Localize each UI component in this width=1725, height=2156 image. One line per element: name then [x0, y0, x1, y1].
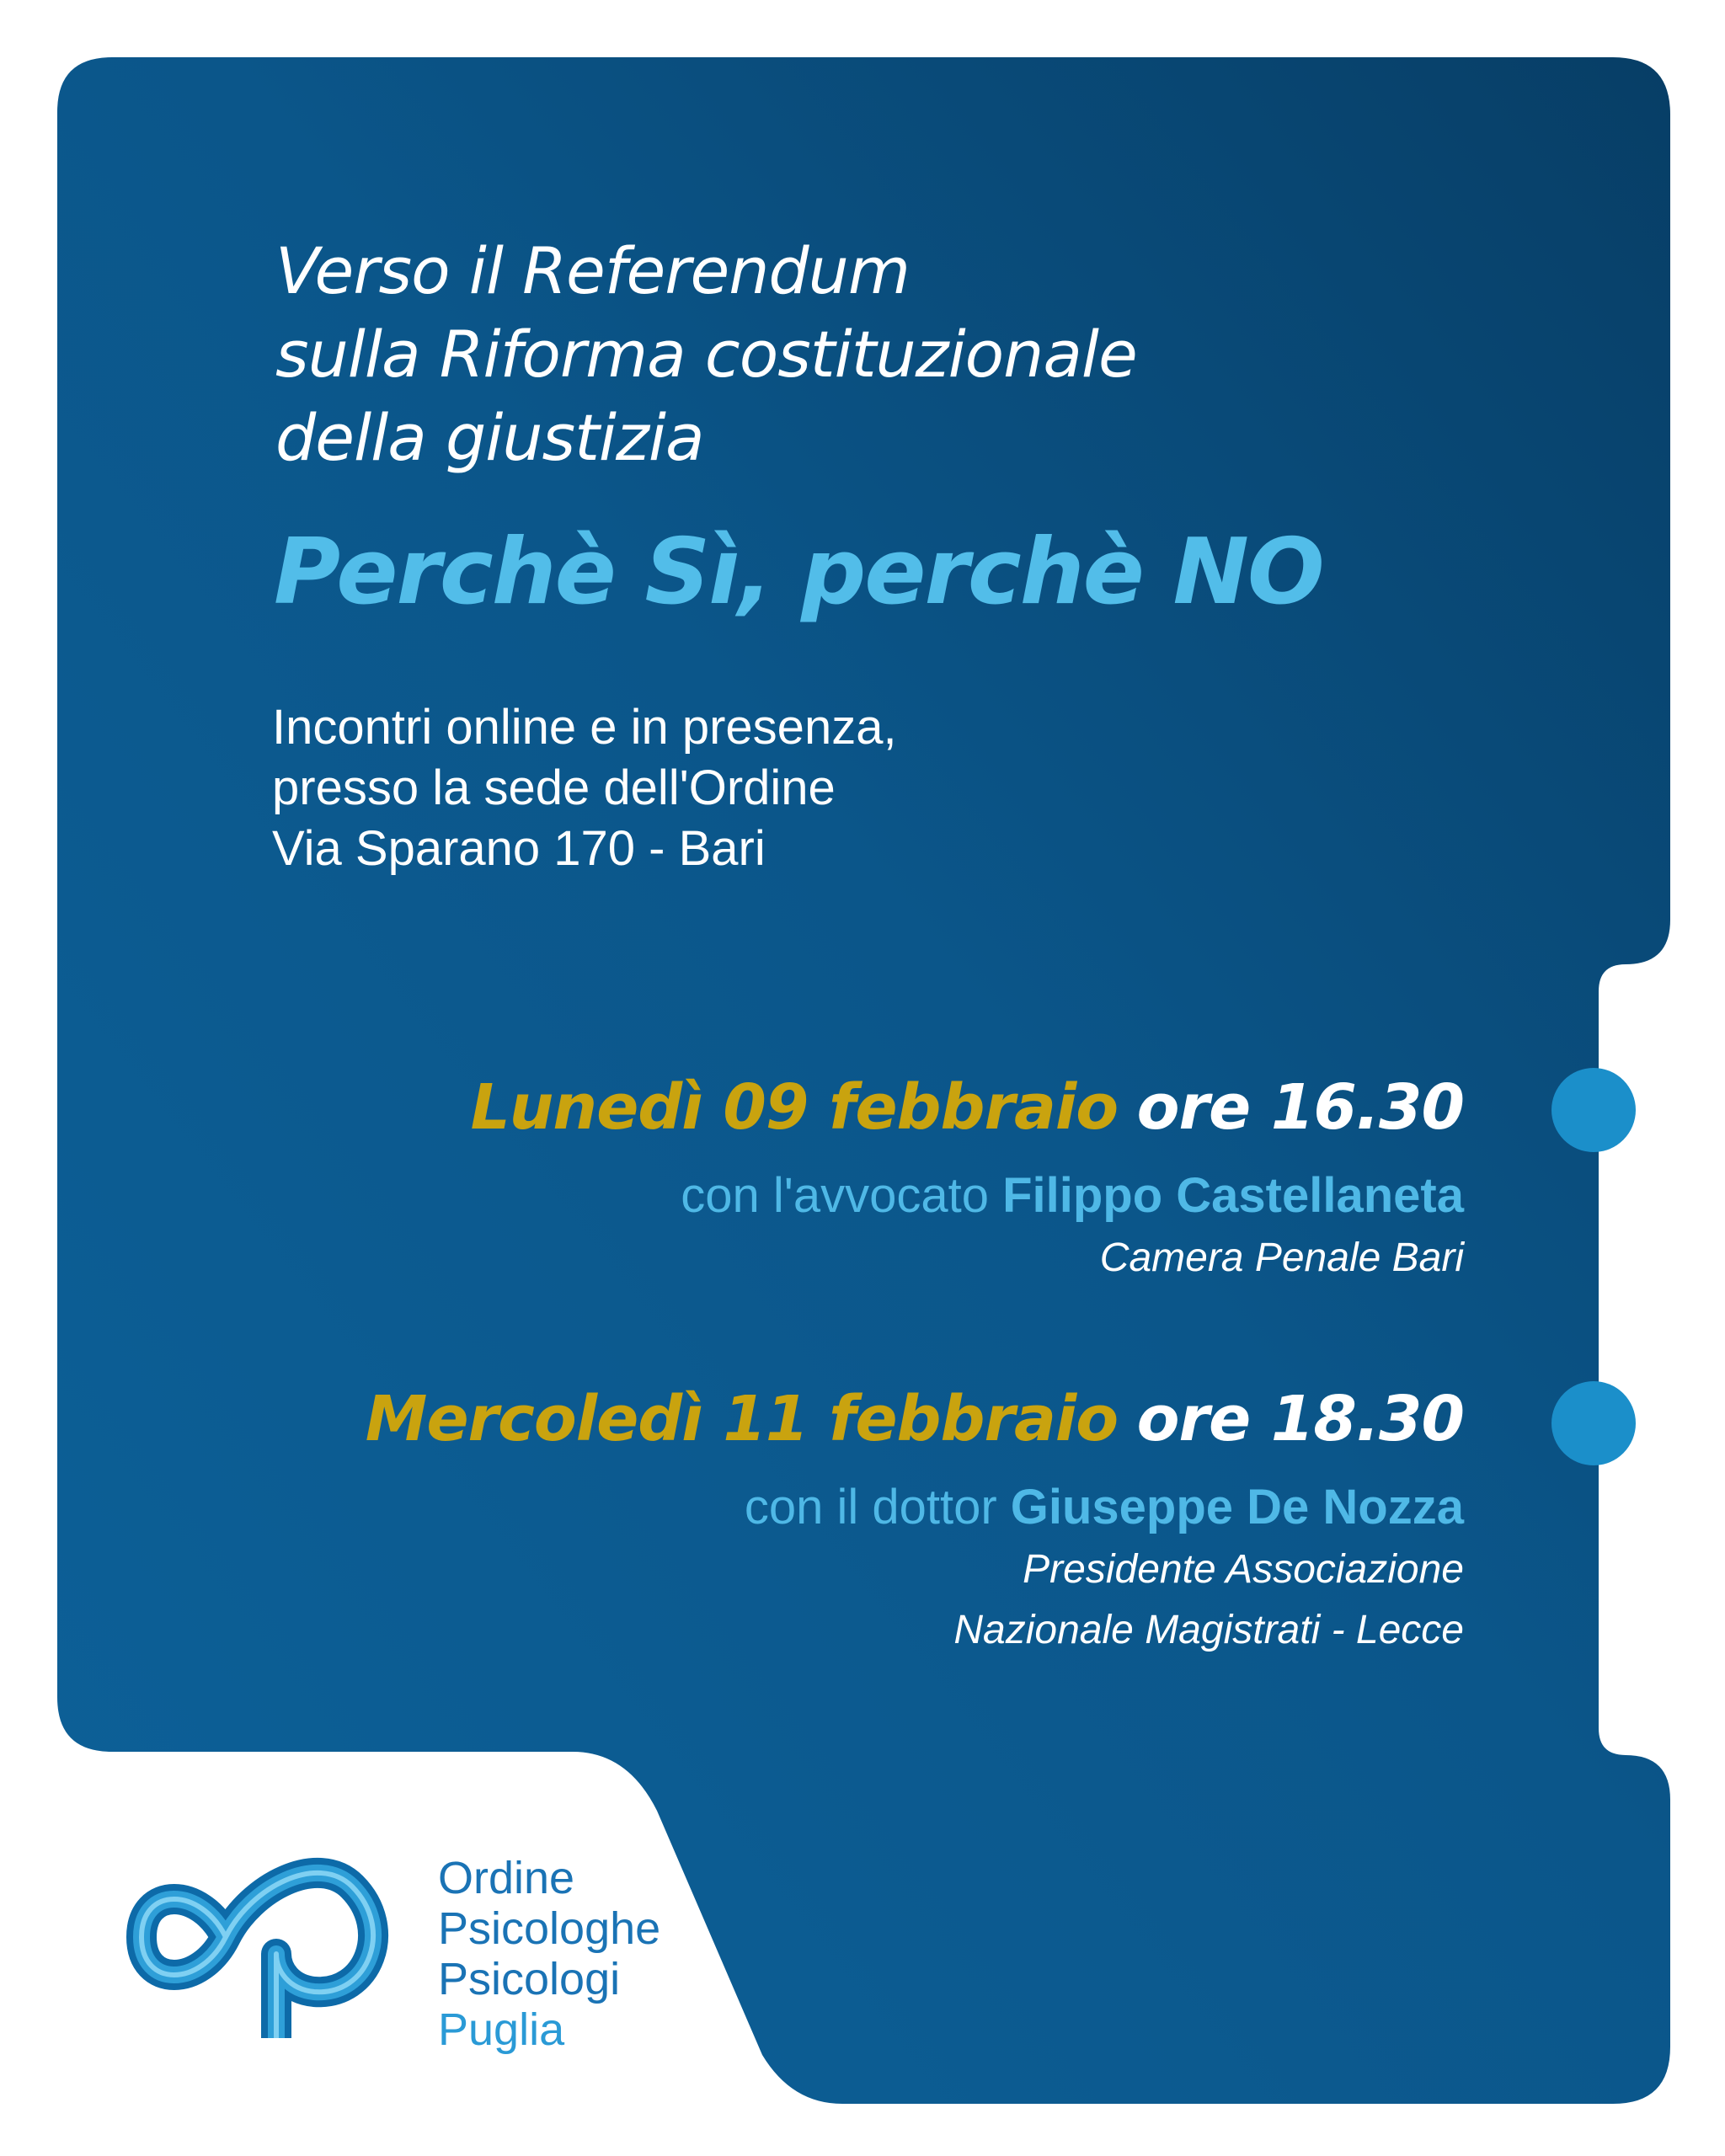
- event-2-speaker-name: Giuseppe De Nozza: [1010, 1480, 1464, 1534]
- event-2-speaker: [366, 1476, 1464, 1540]
- logo-line-2: Psicologhe: [438, 1903, 661, 1954]
- event-1-day: Lunedì 09 febbraio: [470, 1071, 1119, 1144]
- event-1-time: ore 16.30: [1136, 1071, 1464, 1144]
- event-1-speaker-prefix: con l'avvocato: [681, 1168, 989, 1223]
- event-2-role-line-2: Nazionale Magistrati - Lecce: [953, 1608, 1464, 1652]
- headline: Perchè Sì, perchè NO: [274, 520, 1323, 625]
- intro-line-2: sulla Riforma costituzionale: [275, 317, 1137, 392]
- event-2-day: Mercoledì 11 febbraio: [365, 1383, 1119, 1455]
- event-1-speaker: [471, 1164, 1464, 1228]
- event-1-bullet-dot: [1551, 1068, 1636, 1152]
- logo-line-3: Psicologi: [438, 1954, 621, 2004]
- event-2-speaker-prefix: con il dottor: [744, 1480, 997, 1534]
- event-1-date: [471, 1061, 1464, 1154]
- infinity-p-logo-icon: [125, 1836, 419, 2038]
- intro-line-1: Verso il Referendum: [275, 233, 910, 308]
- venue-line-3: Via Sparano 170 - Bari: [272, 821, 766, 876]
- event-2-date: [366, 1373, 1464, 1465]
- event-2-time: ore 18.30: [1136, 1383, 1464, 1455]
- intro-line-3: della giustizia: [275, 400, 704, 475]
- event-1: [471, 1061, 1464, 1289]
- event-2-bullet-dot: [1551, 1381, 1636, 1465]
- logo-line-1: Ordine: [438, 1853, 575, 1903]
- event-2-role-line-1: Presidente Associazione: [1023, 1547, 1464, 1592]
- event-1-role: Camera Penale Bari: [1099, 1235, 1464, 1280]
- logo-line-4: Puglia: [438, 2004, 565, 2055]
- event-2: [366, 1373, 1464, 1661]
- event-1-speaker-name: Filippo Castellaneta: [1002, 1168, 1464, 1223]
- intro-title: [275, 229, 1137, 479]
- organization-logo-text: [438, 1853, 660, 2055]
- venue-info: [272, 697, 897, 879]
- venue-line-1: Incontri online e in presenza,: [272, 700, 897, 755]
- venue-line-2: presso la sede dell'Ordine: [272, 760, 836, 815]
